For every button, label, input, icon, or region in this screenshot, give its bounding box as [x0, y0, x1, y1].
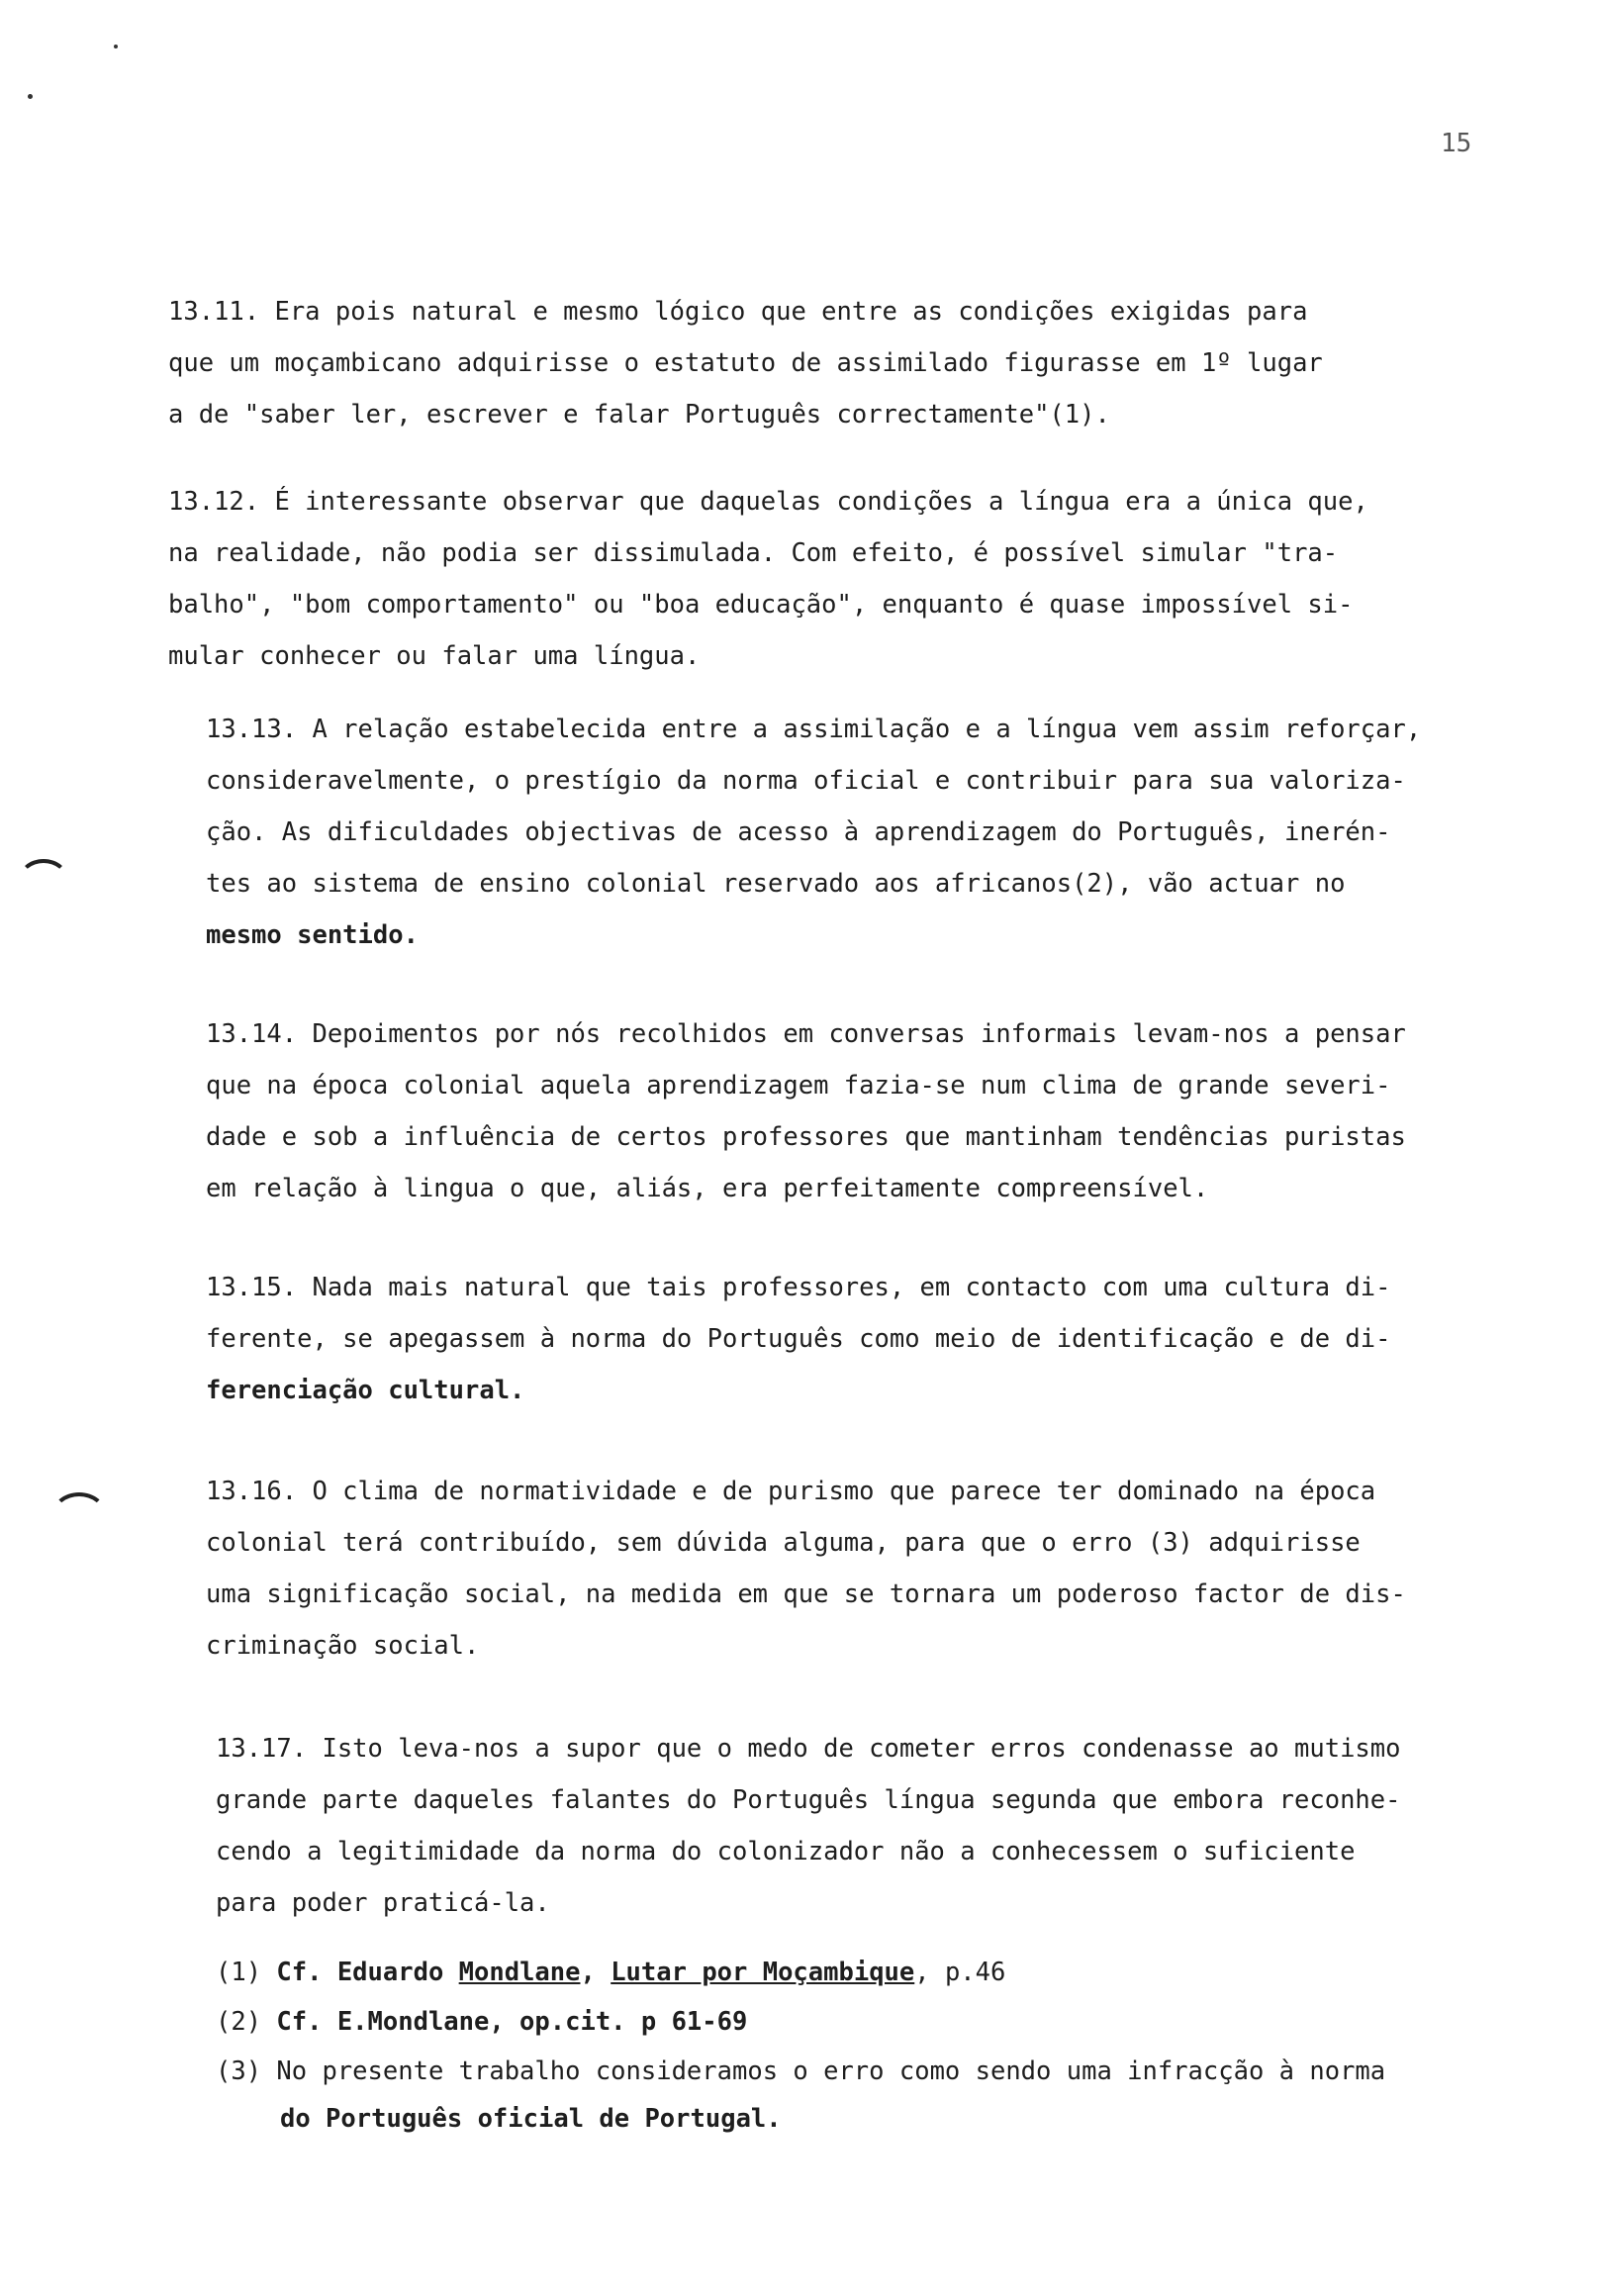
- text-line: em relação à lingua o que, aliás, era perfeitamente compreensível.: [206, 1174, 1209, 1203]
- text-line: uma significação social, na medida em que se tornara um poderoso factor de dis-: [206, 1579, 1406, 1609]
- text-line: balho", "bom comportamento" ou "boa educação", enquanto é quase impossível si-: [168, 590, 1354, 620]
- text-line: colonial terá contribuído, sem dúvida alguma, para que o erro (3) adquirisse: [206, 1528, 1361, 1558]
- text-line: 13.11. Era pois natural e mesmo lógico que entre as condições exigidas para: [168, 297, 1308, 327]
- text-line: mesmo sentido.: [206, 920, 419, 950]
- footnote-marker: (1): [216, 1958, 262, 1987]
- text-line: ferenciação cultural.: [206, 1376, 525, 1405]
- footnote-marker: (3): [216, 2057, 262, 2086]
- footnote-text: Cf. E.Mondlane, op.cit. p 61-69: [276, 2007, 748, 2037]
- footnote-marker: (2): [216, 2007, 262, 2037]
- punch-hole-mark: [51, 1492, 107, 1538]
- text-line: consideravelmente, o prestígio da norma oficial e contribuir para sua valoriza-: [206, 766, 1406, 796]
- text-line: dade e sob a influência de certos professores que mantinham tendências puristas: [206, 1122, 1406, 1152]
- text-line: que na época colonial aquela aprendizagem fazia-se num clima de grande severi-: [206, 1071, 1391, 1100]
- footnote-3-continuation: do Português oficial de Portugal.: [280, 2104, 782, 2134]
- footnote-text: No presente trabalho consideramos o erro como sendo uma infracção à norma: [276, 2057, 1386, 2086]
- text-line: cendo a legitimidade da norma do colonizador não a conhecessem o suficiente: [216, 1837, 1356, 1866]
- footnote-text: ,: [580, 1958, 611, 1987]
- text-line: grande parte daqueles falantes do Português língua segunda que embora reconhe-: [216, 1785, 1401, 1815]
- text-line: para poder praticá-la.: [216, 1888, 550, 1918]
- text-line: ção. As dificuldades objectivas de acesso à aprendizagem do Português, inerén-: [206, 817, 1391, 847]
- footnote-author: Mondlane: [458, 1958, 581, 1987]
- page-number: 15: [1441, 129, 1472, 158]
- text-line: a de "saber ler, escrever e falar Português correctamente"(1).: [168, 400, 1110, 430]
- text-line: 13.16. O clima de normatividade e de purismo que parece ter dominado na época: [206, 1477, 1376, 1506]
- footnote-text: Cf. Eduardo: [276, 1958, 459, 1987]
- scan-speck: [28, 94, 33, 99]
- footnote-text: , p.46: [914, 1958, 1006, 1987]
- footnote-title: Lutar por Moçambique: [611, 1958, 915, 1987]
- text-line: tes ao sistema de ensino colonial reservado aos africanos(2), vão actuar no: [206, 869, 1346, 899]
- text-line: 13.14. Depoimentos por nós recolhidos em conversas informais levam-nos a pensar: [206, 1019, 1406, 1049]
- text-line: que um moçambicano adquirisse o estatuto de assimilado figurasse em 1º lugar: [168, 348, 1323, 378]
- text-line: mular conhecer ou falar uma língua.: [168, 641, 701, 671]
- text-line: ferente, se apegassem à norma do Português como meio de identificação e de di-: [206, 1324, 1391, 1354]
- punch-hole-mark: [18, 859, 69, 903]
- text-line: 13.17. Isto leva-nos a supor que o medo de cometer erros condenasse ao mutismo: [216, 1734, 1401, 1764]
- text-line: criminação social.: [206, 1631, 480, 1661]
- text-line: 13.15. Nada mais natural que tais professores, em contacto com uma cultura di-: [206, 1273, 1391, 1302]
- footnote-2: [216, 2007, 747, 2037]
- text-line: 13.12. É interessante observar que daquelas condições a língua era a única que,: [168, 487, 1368, 517]
- text-line: 13.13. A relação estabelecida entre a assimilação e a língua vem assim reforçar,: [206, 715, 1422, 744]
- footnote-1: [216, 1958, 1005, 1987]
- text-line: na realidade, não podia ser dissimulada. Com efeito, é possível simular "tra-: [168, 538, 1339, 568]
- scan-speck: [114, 45, 118, 48]
- footnote-3: [216, 2057, 1385, 2086]
